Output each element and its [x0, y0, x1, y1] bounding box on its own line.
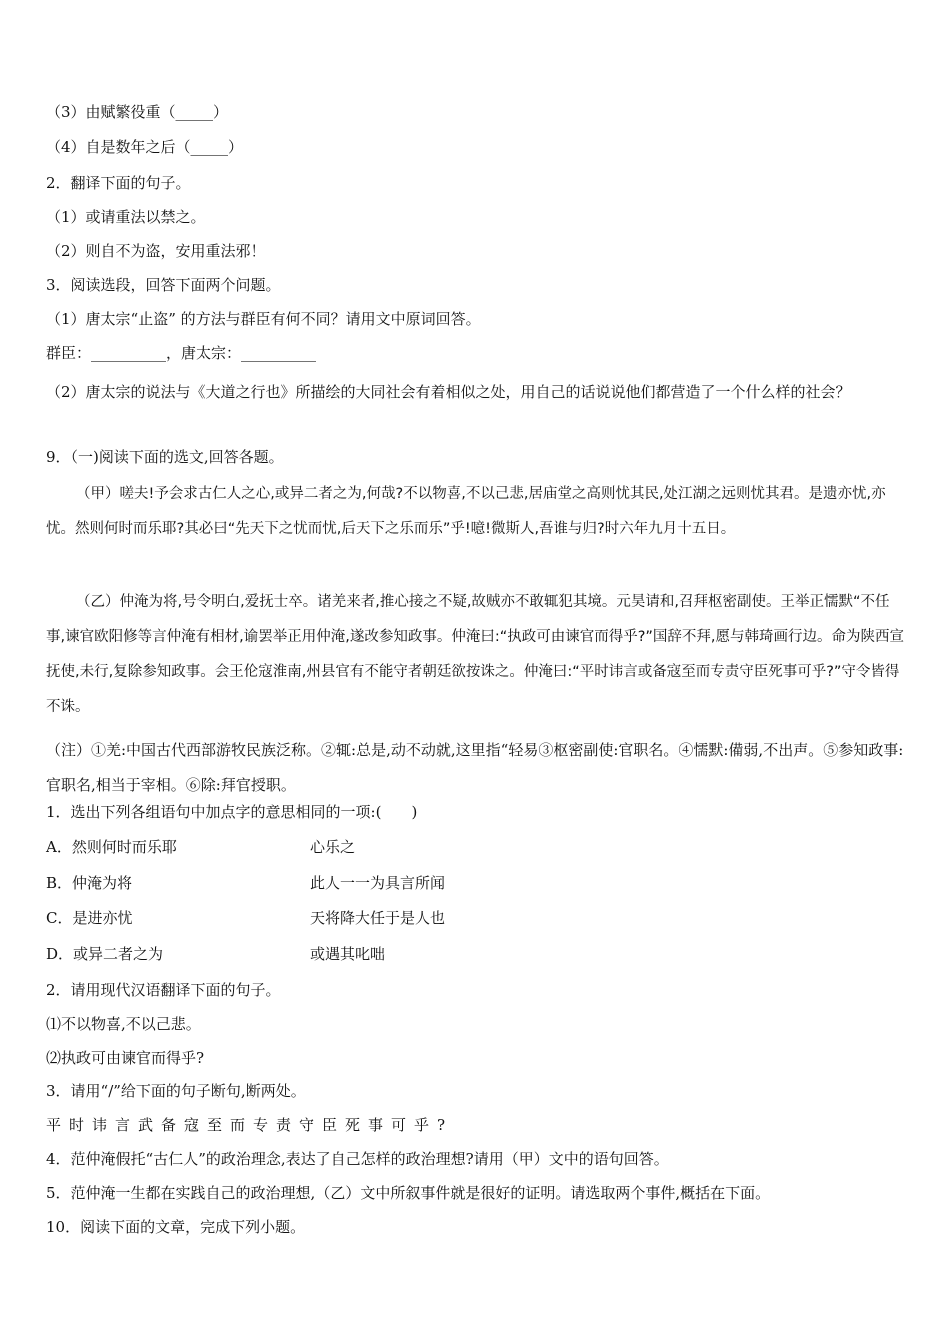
question-3-heading: 3．阅读选段，回答下面两个问题。 [46, 276, 281, 294]
question-3-part-2: （2）唐太宗的说法与《大道之行也》所描绘的大同社会有着相似之处，用自己的话说说他们都营造了一个什么样的社会？ [46, 383, 851, 401]
option-d-left: D．或异二者之为 [46, 945, 164, 963]
option-b-left: B．仲淹为将 [46, 874, 133, 892]
option-a [0, 836, 950, 858]
question-10-heading: 10．阅读下面的文章，完成下列小题。 [46, 1218, 306, 1236]
annotation-note: （注）①羌:中国古代西部游牧民族泛称。②辄:总是,动不动就,这里指“轻易③枢密副使:官职名。④懦默:備弱,不出声。⑤参知政事:官职名,相当于宰相。⑥除:拜官授职。 [46, 741, 904, 794]
punctuation-sentence: 平时讳言武备寇至而专责守臣死事可乎? [46, 1116, 454, 1134]
question-9-heading: 9．（一)阅读下面的选文,回答各题。 [46, 448, 284, 466]
passage-yi: （乙）仲淹为将,号令明白,爱抚士卒。诸羌来者,推心接之不疑,故贼亦不敢辄犯其境。元昊请和,召拜枢密副使。王举正懦默“不任事,谏官欧阳修等言仲淹有相材,谕罢举正用仲淹,遂改参知政事。仲淹曰:“执政可由谏官而得乎?”国辞不拜,愿与韩琦画行边。命为陕西宣抚使,未行,复除参知政事。会王伦寇淮南,州县官有不能守者朝廷欲按诛之。仲淹曰:“平时讳言或备寇至而专责守臣死事可乎?”守令皆得不诛。 [46, 594, 905, 715]
answer-blanks: 群臣：__________，唐太宗：__________ [46, 344, 317, 362]
translate-item-1: ⑴不以物喜,不以己悲。 [46, 1015, 201, 1033]
question-2-heading: 2．翻译下面的句子。 [46, 174, 191, 192]
sub-question-3: （3）由赋繁役重（_____） [46, 103, 229, 121]
option-b [0, 872, 950, 894]
translate-item-2: ⑵执政可由谏官而得乎? [46, 1049, 205, 1067]
option-a-left: A．然则何时而乐耶 [46, 838, 177, 856]
option-d [0, 943, 950, 965]
question-2-translate: 2．请用现代汉语翻译下面的句子。 [46, 981, 281, 999]
question-4: 4．范仲淹假托“古仁人”的政治理念,表达了自己怎样的政治理想?请用（甲）文中的语句回答。 [46, 1150, 669, 1168]
option-c-right: 天将降大任于是人也 [310, 909, 446, 927]
question-5: 5．范仲淹一生都在实践自己的政治理想,（乙）文中所叙事件就是很好的证明。请选取两个事件,概括在下面。 [46, 1184, 771, 1202]
question-3-punctuate: 3．请用“/”给下面的句子断句,断两处。 [46, 1082, 306, 1100]
mcq-question-1: 1．选出下列各组语句中加点字的意思相同的一项:( ) [46, 803, 418, 821]
option-b-right: 此人一一为具言所闻 [310, 874, 446, 892]
translate-sentence-2: （2）则自不为盗，安用重法邪！ [46, 242, 266, 260]
option-c [0, 907, 950, 929]
question-3-part-1: （1）唐太宗“止盗” 的方法与群臣有何不同？请用文中原词回答。 [46, 310, 481, 328]
option-a-right: 心乐之 [310, 838, 356, 856]
sub-question-4: （4）自是数年之后（_____） [46, 138, 244, 156]
option-d-right: 或遇其叱咄 [310, 945, 386, 963]
option-c-left: C．是进亦忧 [46, 909, 133, 927]
passage-jia: （甲）嗟夫!予会求古仁人之心,或异二者之为,何哉?不以物喜,不以己悲,居庙堂之高则忧其民,处江湖之远则忧其君。是遗亦忧,亦忧。然则何时而乐耶?其必曰“先天下之忧而忧,后天下之乐而乐”乎!噫!微斯人,吾谁与归?时六年九月十五日。 [46, 486, 886, 537]
translate-sentence-1: （1）或请重法以禁之。 [46, 208, 206, 226]
